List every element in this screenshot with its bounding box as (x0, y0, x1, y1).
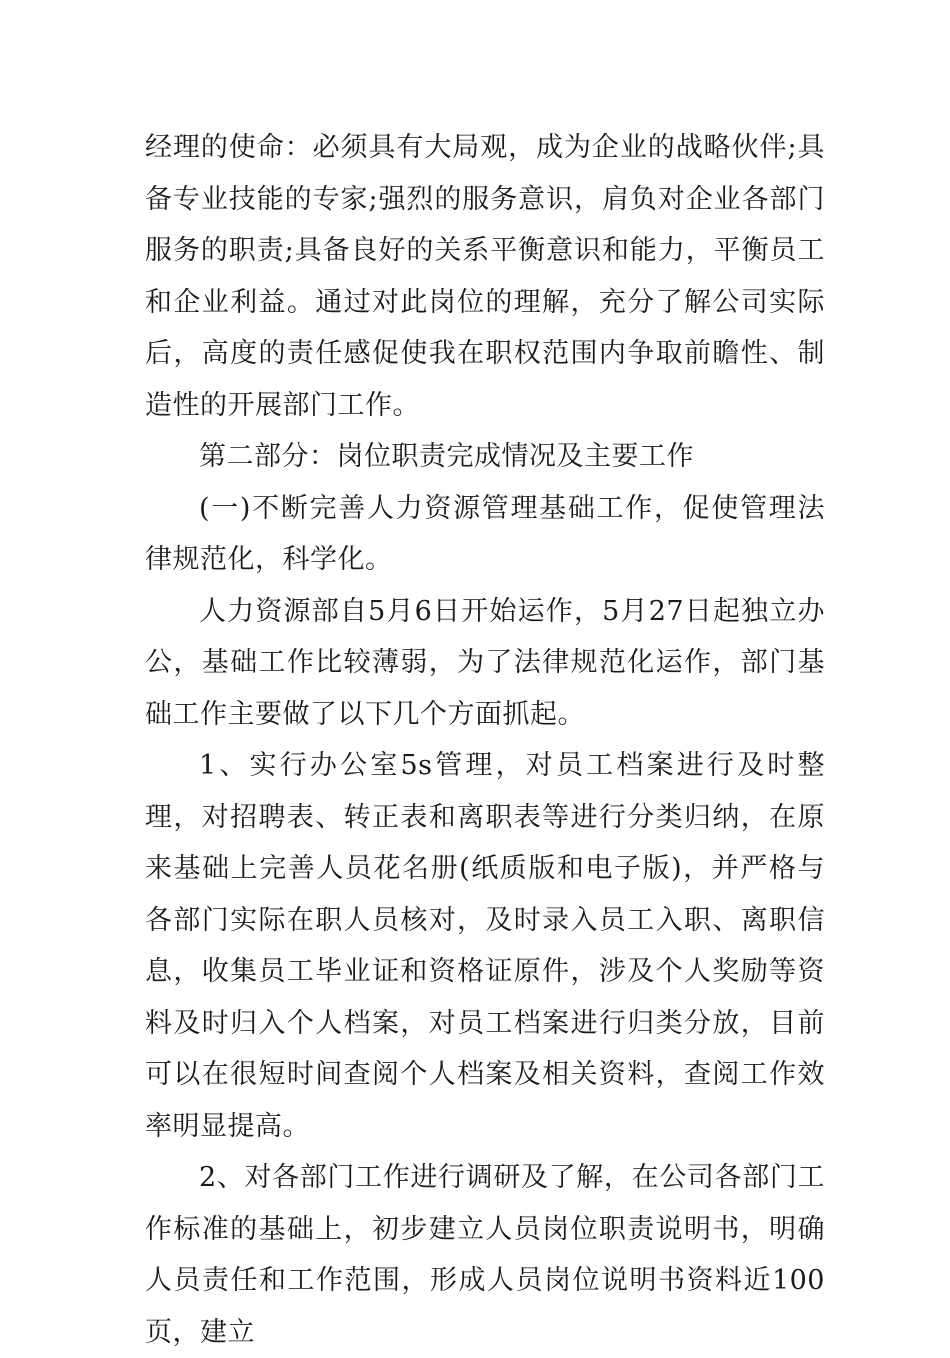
list-item-1: 1、实行办公室5s管理，对员工档案进行及时整理，对招聘表、转正表和离职表等进行分类归纳，在原来基础上完善人员花名册(纸质版和电子版)，并严格与各部门实际在职人员核对，及时录入员工入职、离职信息，收集员工毕业证和资格证原件，涉及个人奖励等资料及时归入个人档案，对员工档案进行归类分放，目前可以在很短时间查阅个人档案及相关资料，查阅工作效率明显提高。 (145, 750, 825, 1142)
list-item-2: 2、对各部门工作进行调研及了解，在公司各部门工作标准的基础上，初步建立人员岗位职责说明书，明确人员责任和工作范围，形成人员岗位说明书资料近100页，建立 (145, 1162, 825, 1348)
paragraph-hr-start: 人力资源部自5月6日开始运作，5月27日起独立办公，基础工作比较薄弱，为了法律规范化运作，部门基础工作主要做了以下几个方面抓起。 (145, 595, 825, 730)
document-body (145, 122, 825, 1358)
paragraph-mission: 经理的使命：必须具有大局观，成为企业的战略伙伴;具备专业技能的专家;强烈的服务意识，肩负对企业各部门服务的职责;具备良好的关系平衡意识和能力，平衡员工和企业利益。通过对此岗位的理解，充分了解公司实际后，高度的责任感促使我在职权范围内争取前瞻性、制造性的开展部门工作。 (145, 132, 825, 421)
subsection-heading-one: (一)不断完善人力资源管理基础工作，促使管理法律规范化，科学化。 (145, 492, 825, 575)
section-heading-part-two: 第二部分：岗位职责完成情况及主要工作 (199, 441, 694, 472)
